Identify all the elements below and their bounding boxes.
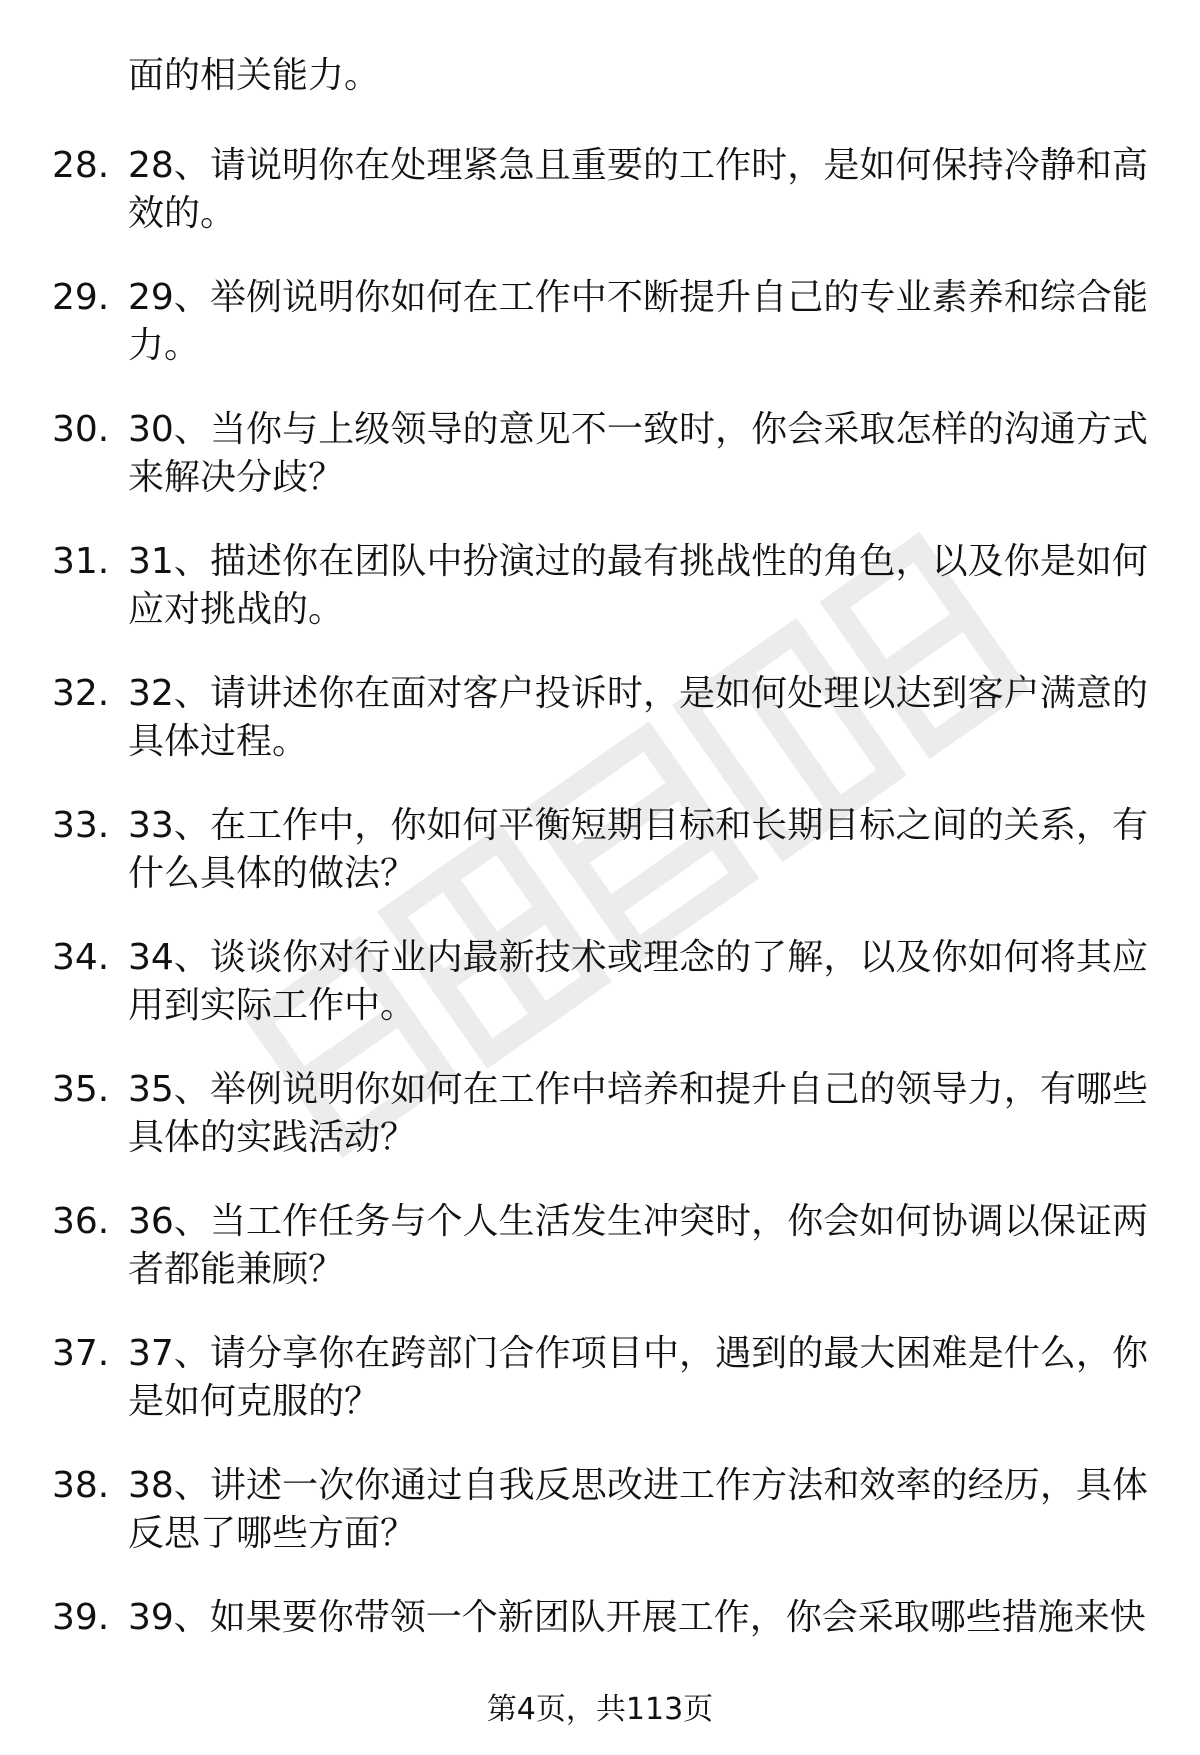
item-number: 37. [52,1333,110,1374]
item-number: 34. [52,937,110,978]
list-item [0,1330,1200,1462]
item-text: 33、在工作中，你如何平衡短期目标和长期目标之间的关系，有什么具体的做法？ [128,805,1148,894]
item-number: 31. [52,541,110,582]
list-item [0,142,1200,274]
list-item [0,670,1200,802]
item-text: 32、请讲述你在面对客户投诉时，是如何处理以达到客户满意的具体过程。 [128,673,1148,762]
item-text: 39、如果要你带领一个新团队开展工作，你会采取哪些措施来快 [128,1597,1146,1638]
item-number: 39. [52,1597,110,1638]
item-text: 34、谈谈你对行业内最新技术或理念的了解，以及你如何将其应用到实际工作中。 [128,937,1148,1026]
item-number: 33. [52,805,110,846]
item-text: 35、举例说明你如何在工作中培养和提升自己的领导力，有哪些具体的实践活动？ [128,1069,1148,1158]
list-item [0,934,1200,1066]
list-item [0,538,1200,670]
page-footer: 第4页，共113页 [486,1692,714,1727]
item-text: 37、请分享你在跨部门合作项目中，遇到的最大困难是什么，你是如何克服的？ [128,1333,1148,1422]
item-number: 28. [52,145,110,186]
list-item [0,1462,1200,1594]
item-number: 35. [52,1069,110,1110]
item-text: 28、请说明你在处理紧急且重要的工作时，是如何保持冷静和高效的。 [128,145,1148,234]
item-number: 30. [52,409,110,450]
item-text: 38、讲述一次你通过自我反思改进工作方法和效率的经历，具体反思了哪些方面？ [128,1465,1148,1554]
item-text: 36、当工作任务与个人生活发生冲突时，你会如何协调以保证两者都能兼顾？ [128,1201,1148,1290]
list-item [0,1066,1200,1198]
list-item [0,406,1200,538]
item-number: 38. [52,1465,110,1506]
item-text: 30、当你与上级领导的意见不一致时，你会采取怎样的沟通方式来解决分歧？ [128,409,1148,498]
item-number: 36. [52,1201,110,1242]
list-item [0,802,1200,934]
continuation-text: 面的相关能力。 [128,55,381,96]
item-number: 32. [52,673,110,714]
question-list [0,142,1200,1726]
item-text: 31、描述你在团队中扮演过的最有挑战性的角色，以及你是如何应对挑战的。 [128,541,1148,630]
item-text: 29、举例说明你如何在工作中不断提升自己的专业素养和综合能力。 [128,277,1148,366]
list-item [0,1198,1200,1330]
list-item [0,274,1200,406]
item-number: 29. [52,277,110,318]
